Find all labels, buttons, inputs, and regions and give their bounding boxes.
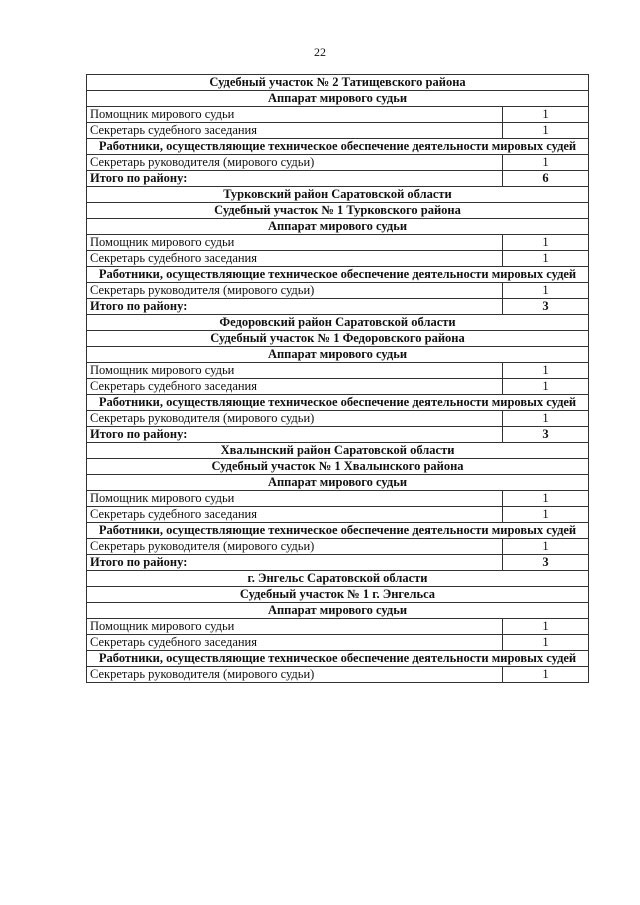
position-count: 1 bbox=[503, 363, 589, 379]
section-header-row bbox=[87, 571, 589, 587]
position-count: 1 bbox=[503, 283, 589, 299]
staff-table-body bbox=[87, 75, 589, 683]
position-label: Секретарь руководителя (мирового судьи) bbox=[87, 155, 503, 171]
section-header-row bbox=[87, 603, 589, 619]
section-header-row bbox=[87, 315, 589, 331]
staff-row bbox=[87, 507, 589, 523]
position-label: Помощник мирового судьи bbox=[87, 491, 503, 507]
staff-row bbox=[87, 635, 589, 651]
staff-row bbox=[87, 107, 589, 123]
position-count: 1 bbox=[503, 379, 589, 395]
position-label: Секретарь судебного заседания bbox=[87, 251, 503, 267]
section-header: Работники, осуществляющие техническое обеспечение деятельности мировых судей bbox=[87, 651, 589, 667]
section-header: Судебный участок № 2 Татищевского района bbox=[87, 75, 589, 91]
position-count: 1 bbox=[503, 491, 589, 507]
total-label: Итого по району: bbox=[87, 171, 503, 187]
section-header-row bbox=[87, 523, 589, 539]
position-count: 1 bbox=[503, 635, 589, 651]
total-value: 3 bbox=[503, 555, 589, 571]
position-count: 1 bbox=[503, 667, 589, 683]
section-header: Судебный участок № 1 Федоровского района bbox=[87, 331, 589, 347]
staff-row bbox=[87, 491, 589, 507]
section-header-row bbox=[87, 91, 589, 107]
position-label: Секретарь судебного заседания bbox=[87, 379, 503, 395]
staff-row bbox=[87, 123, 589, 139]
position-count: 1 bbox=[503, 155, 589, 171]
total-value: 6 bbox=[503, 171, 589, 187]
staff-row bbox=[87, 235, 589, 251]
section-header-row bbox=[87, 139, 589, 155]
position-label: Секретарь судебного заседания bbox=[87, 123, 503, 139]
section-header-row bbox=[87, 587, 589, 603]
position-count: 1 bbox=[503, 507, 589, 523]
position-label: Помощник мирового судьи bbox=[87, 363, 503, 379]
position-count: 1 bbox=[503, 539, 589, 555]
total-label: Итого по району: bbox=[87, 555, 503, 571]
section-header-row bbox=[87, 651, 589, 667]
section-header: Работники, осуществляющие техническое обеспечение деятельности мировых судей bbox=[87, 267, 589, 283]
section-header: Хвалынский район Саратовской области bbox=[87, 443, 589, 459]
section-header: г. Энгельс Саратовской области bbox=[87, 571, 589, 587]
staff-row bbox=[87, 379, 589, 395]
position-label: Помощник мирового судьи bbox=[87, 619, 503, 635]
total-value: 3 bbox=[503, 427, 589, 443]
staff-row bbox=[87, 283, 589, 299]
section-header: Аппарат мирового судьи bbox=[87, 91, 589, 107]
section-header: Работники, осуществляющие техническое обеспечение деятельности мировых судей bbox=[87, 395, 589, 411]
staff-row bbox=[87, 667, 589, 683]
total-row bbox=[87, 555, 589, 571]
position-count: 1 bbox=[503, 411, 589, 427]
section-header-row bbox=[87, 475, 589, 491]
position-label: Секретарь руководителя (мирового судьи) bbox=[87, 667, 503, 683]
section-header-row bbox=[87, 219, 589, 235]
position-label: Секретарь руководителя (мирового судьи) bbox=[87, 283, 503, 299]
total-row bbox=[87, 299, 589, 315]
staff-row bbox=[87, 155, 589, 171]
section-header-row bbox=[87, 459, 589, 475]
section-header: Федоровский район Саратовской области bbox=[87, 315, 589, 331]
position-label: Секретарь руководителя (мирового судьи) bbox=[87, 411, 503, 427]
position-count: 1 bbox=[503, 123, 589, 139]
staff-row bbox=[87, 619, 589, 635]
section-header: Работники, осуществляющие техническое обеспечение деятельности мировых судей bbox=[87, 139, 589, 155]
total-row bbox=[87, 171, 589, 187]
section-header-row bbox=[87, 443, 589, 459]
section-header: Судебный участок № 1 Хвалынского района bbox=[87, 459, 589, 475]
section-header: Судебный участок № 1 г. Энгельса bbox=[87, 587, 589, 603]
page-number: 22 bbox=[314, 45, 326, 59]
staff-row bbox=[87, 411, 589, 427]
section-header: Судебный участок № 1 Турковского района bbox=[87, 203, 589, 219]
section-header: Аппарат мирового судьи bbox=[87, 475, 589, 491]
position-label: Секретарь судебного заседания bbox=[87, 507, 503, 523]
total-label: Итого по району: bbox=[87, 427, 503, 443]
position-count: 1 bbox=[503, 619, 589, 635]
section-header-row bbox=[87, 331, 589, 347]
position-label: Помощник мирового судьи bbox=[87, 235, 503, 251]
section-header: Работники, осуществляющие техническое обеспечение деятельности мировых судей bbox=[87, 523, 589, 539]
section-header: Турковский район Саратовской области bbox=[87, 187, 589, 203]
position-label: Помощник мирового судьи bbox=[87, 107, 503, 123]
section-header-row bbox=[87, 187, 589, 203]
section-header-row bbox=[87, 203, 589, 219]
total-value: 3 bbox=[503, 299, 589, 315]
section-header-row bbox=[87, 75, 589, 91]
section-header: Аппарат мирового судьи bbox=[87, 603, 589, 619]
section-header-row bbox=[87, 347, 589, 363]
staff-row bbox=[87, 539, 589, 555]
total-row bbox=[87, 427, 589, 443]
position-count: 1 bbox=[503, 251, 589, 267]
position-count: 1 bbox=[503, 107, 589, 123]
staff-row bbox=[87, 363, 589, 379]
staff-row bbox=[87, 251, 589, 267]
total-label: Итого по району: bbox=[87, 299, 503, 315]
staff-table bbox=[86, 74, 589, 683]
position-label: Секретарь руководителя (мирового судьи) bbox=[87, 539, 503, 555]
position-label: Секретарь судебного заседания bbox=[87, 635, 503, 651]
section-header-row bbox=[87, 267, 589, 283]
section-header: Аппарат мирового судьи bbox=[87, 347, 589, 363]
section-header-row bbox=[87, 395, 589, 411]
section-header: Аппарат мирового судьи bbox=[87, 219, 589, 235]
position-count: 1 bbox=[503, 235, 589, 251]
